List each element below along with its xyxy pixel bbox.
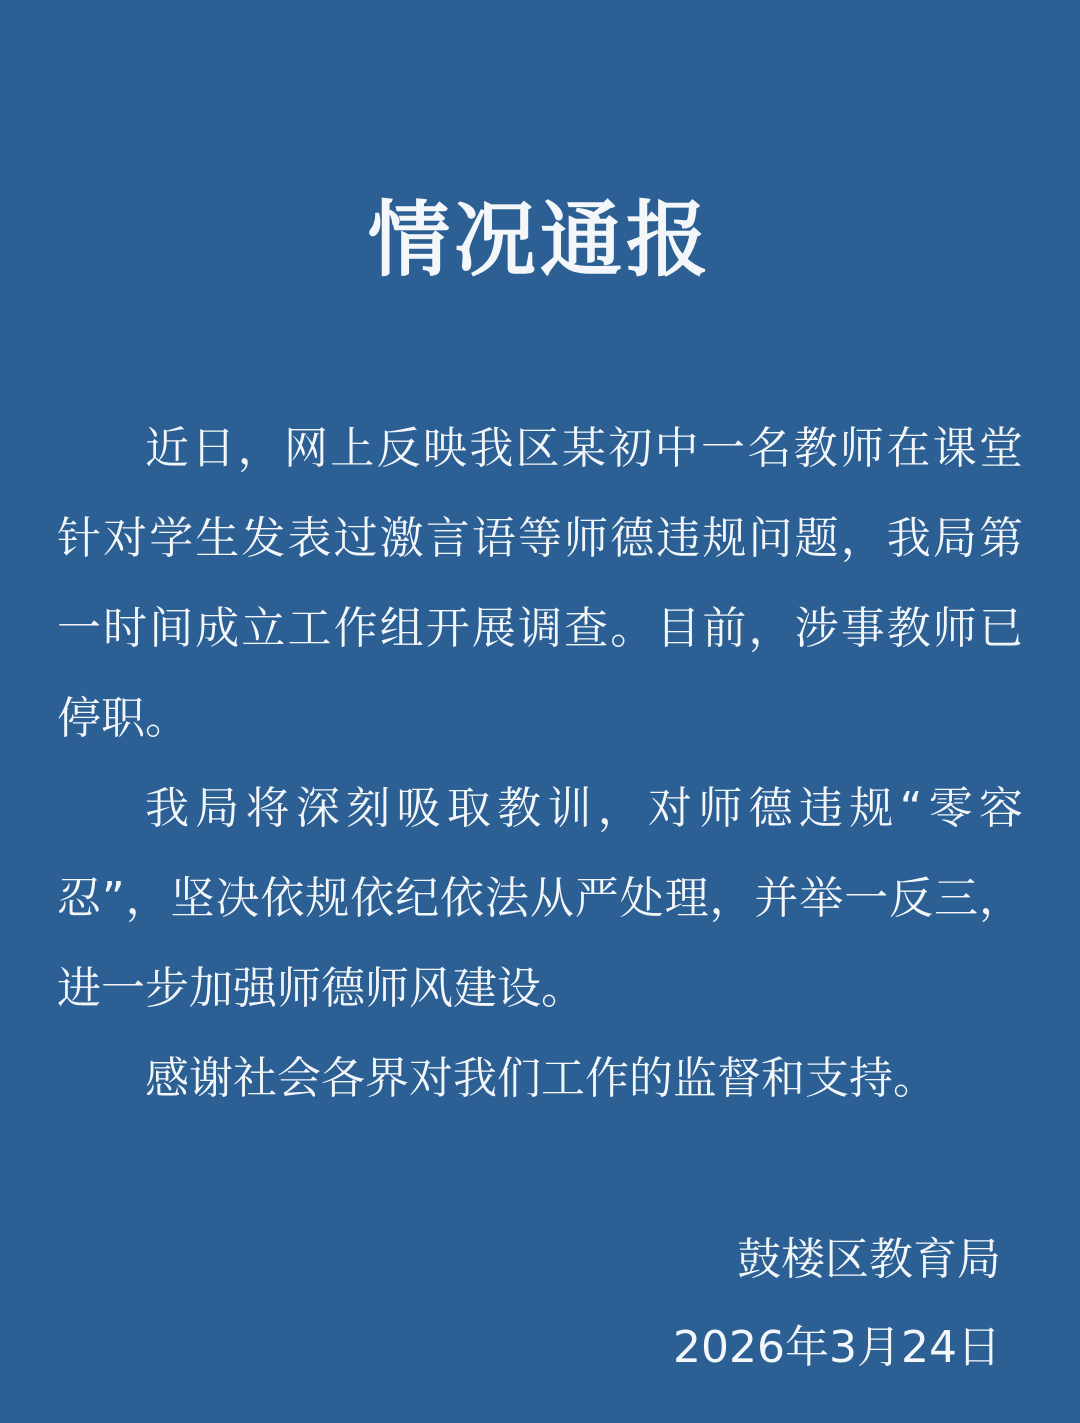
signature-issuer: 鼓楼区教育局 [737,1234,1001,1286]
notice-paragraph: 感谢社会各界对我们工作的监督和支持。 [145,1053,937,1105]
signature-date: 2026年3月24日 [673,1322,1001,1374]
notice-paragraph: 近日，网上反映我区某初中一名教师在课堂针对学生发表过激言语等师德违规问题，我局第一时间成立工作组开展调查。目前，涉事教师已停职。 [57,423,1023,745]
notice-paragraph: 我局将深刻吸取教训，对师德违规“零容忍”，坚决依规依纪依法从严处理，并举一反三，进一步加强师德师风建设。 [57,783,1023,1015]
notice-title: 情况通报 [367,193,712,288]
notice-body [57,404,1023,1124]
signature-block [57,1216,1023,1392]
